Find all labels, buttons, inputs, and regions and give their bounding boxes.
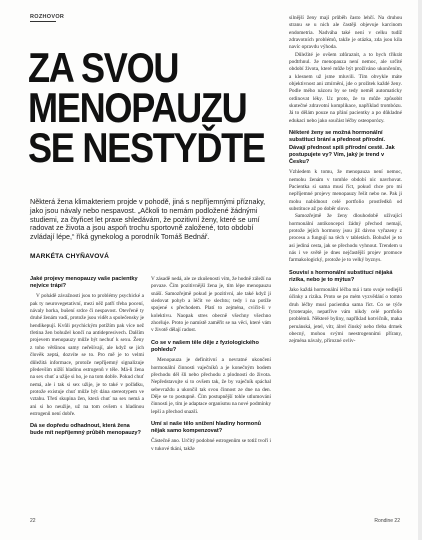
headline-line: ZA SVOU: [28, 44, 179, 91]
body-paragraph: silnější ženy mají průběh často lehčí. Na druhou stranu se u nich ale častěji objevuje karcinom endometria. Nadváha také není v celku tudíž zdravotních problémů, takže je otázka, zda jsou kila navíc opravdu výhoda.: [289, 15, 402, 51]
question-heading: Některé ženy se možná hormonální substituci brání a přednost přírodní. Dávají přednost spíš přírodní cestě. Jak postupujete vy? Vím, jaký je trend v Česku?: [289, 130, 395, 165]
byline: MARKÉTA CHYŇAVOVÁ: [30, 253, 110, 260]
body-paragraph: Částečně ano. Určitý podobné estrogenům se totiž tvoří i v tukové tkáni, takže: [151, 438, 271, 452]
question-heading: Jaké projevy menopauzy vaše pacientky nejvíce trápí?: [30, 276, 138, 290]
question-heading: Dá se dopředu odhadnout, která žena bude mít nepříjemný průběh menopauzy?: [30, 423, 141, 437]
body-paragraph: Důležité je ovšem zdůraznit, a to bych třikrát podtrhnul. že menopauza není nemoc, ale určité období života, které může být prožíváno ukončením, a klesnem už jsme mluvili. Tím obvykle máte objektivnost ani zmírnění, jde o prožitek každé ženy. Podle mého názoru by se tedy neměl automaticky ordinovat léky. Uz proto, že to může způsobit skutečné zdravotní komplikace, například trombózu. Já to dělám pouze na přání pacientky a po důkladné edukaci nebo jako součást léčby osteoporózy.: [289, 51, 402, 124]
body-paragraph: Jako každá hormonální léčba má i tato svoje vedlejší účinky a rizika. Proto se po mém vyzvědání o tomto druh léčby musí pacientka sama říct. Co se týče fytoterapie, nepatřive vám nikdy celé portfolio problémů. Některé byliny, například kotvičník, maka peruánská, jetel, vítr, álrel činský nebo třeba drmek obecný, mohou svými neestrogenními přírany, zejména návaly, přírozné ovliv-: [289, 287, 402, 345]
headline-line: SE NESTYĎTE: [28, 124, 265, 171]
headline-line: MENOPAUZU: [28, 84, 247, 131]
page-number: 22: [30, 518, 36, 524]
magazine-footer: Rondine 22: [374, 518, 400, 524]
body-paragraph: Vzhledem k tomu, že menopauza není nemoc, nemohu ženám v tomhle období nic navrhovat. Pacientka si sama musí říct, pokud chce pro mi nepříjemné projevy menopauzy řešit nebo ne. Pak ji mohu nabídnout celé portfolio prostředků od substituce až po doběr slovo.: [289, 169, 402, 212]
standfirst: Některá žena klimakteriem projde v pohodě, jiná s nepříjemnými příznaky, jako jsou návaly nebo nespavost. „Ačkoli to nemám podložené žádnými studiemi, za čtyřicet let praxe shledávám, že pozitivní ženy, které se umí radovat ze života a jsou aspoň trochu sportovně založené, toto období zvládají lépe,“ říká gynekolog a porodník Tomáš Bednář.: [30, 197, 266, 242]
body-paragraph: Samozřejmě že ženy dlouhodobě užívající hormonální antikoncepci žádný přechod nemají, protože jejich hormony jsou již dávno vyřazeny z procesu a fungují na těch v tabletách. Bohužel je to asi jediná cesta, jak se přechodu vyhnout. Trendem u nás i ve světě je dnes nejčastější projev promoce farmakologický, protože je to velký byznys.: [289, 213, 402, 264]
section-label: ROZHOVOR: [30, 14, 65, 20]
body-column-2: [151, 276, 271, 508]
body-paragraph: Menopauza je definitivní a nevratné ukončení hormonální činnosti vaječníků a je konečným bodem přechodu děl šli nebo přechodu z plodnosti do života. Nepředstavujte si to ovšem tak, že by vaječník spáchal sebevraždu a ukončil tak svou činnost ze dne na den. Děje se to postupně. Čím postupnější tohle utlumování činnosti je, tím je adaptace organismu na nové podmínky lepší a přechod snazší.: [151, 357, 271, 415]
body-column-3: [289, 15, 402, 508]
body-paragraph: V zásadě nedá, ale ze zkušenosti vím, že hodně záleží na povaze. Čím pozitivnější žena je, tím lépe menopauzu snáší. Samozřejmě pokud je pozitivní, ale také když ji sledovat pohyb a léčit ve slechtu; tedy i na potíže spojené s přechodem. Platí to zejména, cvičit-li v kolektivu. Naopak stres obecně všechny všechno zhoršuje. Proto je namístě zaměřit se na věci, které vám v životě dělají radost.: [151, 276, 271, 334]
headline: [28, 44, 268, 171]
page-edge: [418, 0, 422, 540]
body-column-1: [30, 276, 144, 508]
question-heading: Umí si naše tělo snížení hladiny hormonů nějak samo kompenzovat?: [151, 420, 262, 435]
question-heading: Souvisí s hormonální substitucí nějaká rizika, nebo je to mýtus?: [289, 269, 393, 283]
question-heading: Co se v našem těle děje z fyziologického pohledu?: [151, 339, 259, 353]
body-paragraph: V pohádě závažnosti jsou to problémy psychické a pak ty neurovegetativní, mezi něž patří třeba pocení, návaly horka, bušení srdce či nespavost. Otevřeně ty druhé ženám vadí, protože jsou vidět a společensky je hendikepují. Kvůli psychickým potížím pak více než třetina žen bohužel končí na antidepresivech. Dalším projevem menopauzy může být nechuť k sexu. Ženy z toho většinou samy neřešívají, ale když se jich člověk zeptá, dozvíte se to. Pro mě je to velmi důležitá informace, protože nepříjemný signalizuje především nižší hladinu estrogenů v těle. Má-li žena na sex chuť a užije si ho, je na tom dobře. Pokud chuť nemá, ale i tak si sex užije, je to také v pořádku, protože existuje chuť může být dána stereotypem ve vztahu. Třetí skupina žen, která chuť na sex nemá a ani si ho neužije, už na tom ovšem s hladinou estrogenů není dobře.: [30, 293, 144, 417]
